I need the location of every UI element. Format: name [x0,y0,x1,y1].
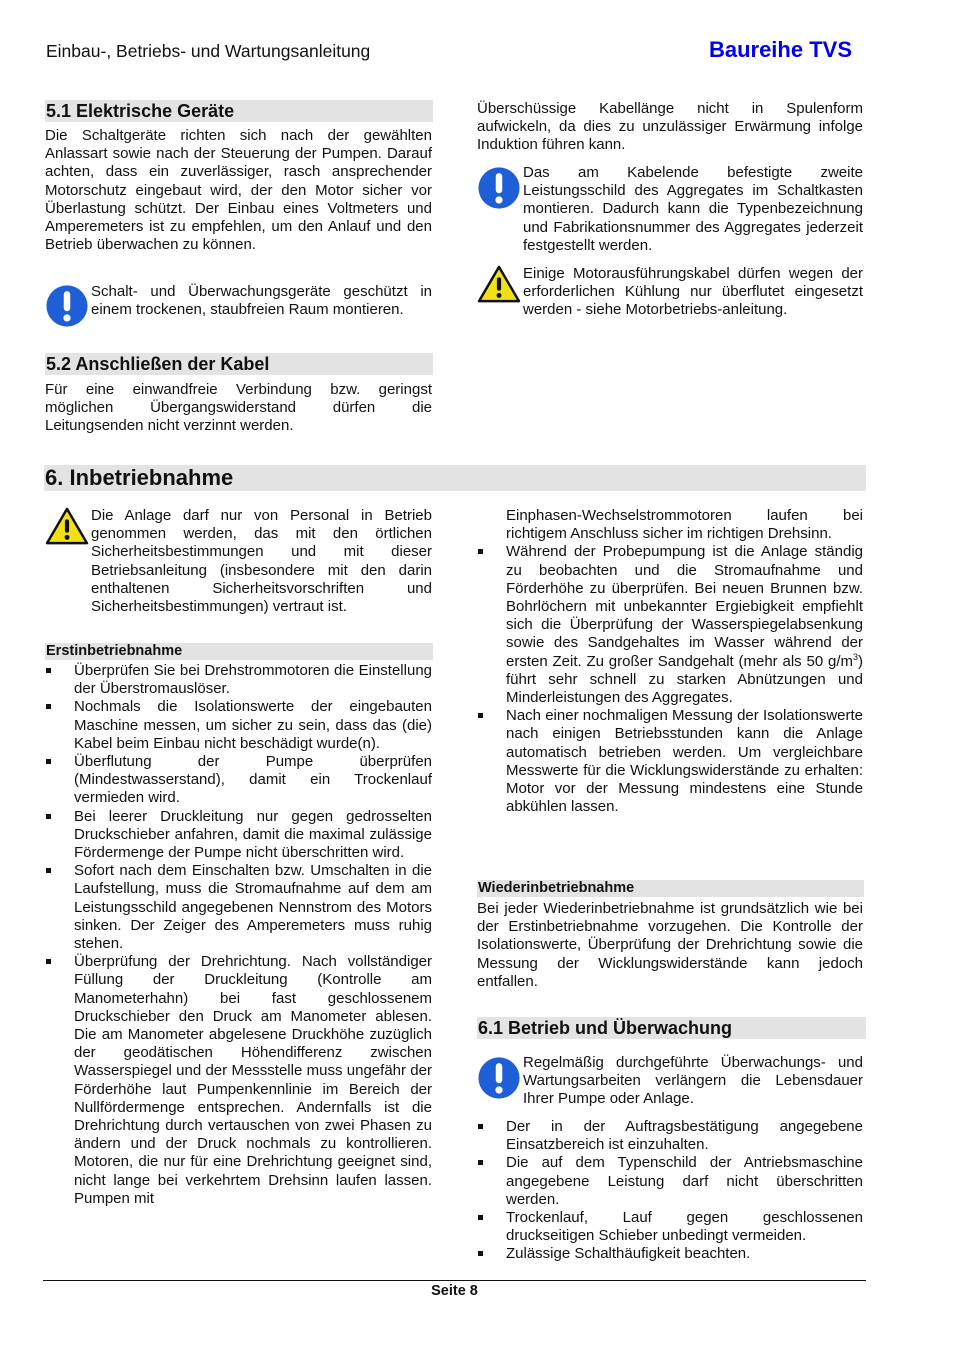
series-title: Baureihe TVS [708,37,852,62]
section-5-1-note [45,283,432,333]
warning-triangle-icon [45,507,91,550]
list-item: Überflutung der Pumpe überprüfen (Mindestwasserstand), damit ein Trockenlauf vermieden wird. [45,753,432,808]
page-number: Seite 8 [431,1283,478,1299]
commissioning-warning [45,507,432,616]
rating-plate-note [477,164,863,255]
list-item: Nochmals die Isolationswerte der eingebauten Maschine messen, um sicher zu sein, dass das (die) Kabel beim Einbau nicht beschädigt wurde(n). [45,698,432,753]
section-5-2-text: Für eine einwandfreie Verbindung bzw. geringst möglichen Übergangswiderstand dürfen die Leitungsenden nicht verzinnt werden. [45,381,432,435]
section-6-1-title: 6.1 Betrieb und Überwachung [477,1017,866,1039]
list-item-continuation: Einphasen-Wechselstrommotoren laufen bei richtigem Anschluss sicher im richtigen Drehsinn. [506,507,863,543]
commissioning-warning-text: Die Anlage darf nur von Personal in Betrieb genommen werden, das mit den örtlichen Sicherheitsbestimmungen und mit dieser Betriebsanleitung (insbesondere mit den darin enthaltenen Sicherheitsvorschriften und Sicherheitsbestimmungen) vertraut ist. [91,507,432,616]
list-item: Nach einer nochmaligen Messung der Isolationswerte nach einigen Betriebsstunden kann die Anlage automatisch betrieben werden. Um vergleichbare Messwerte für die Wicklungswiderstände zu erhalten: Motor vor der Messung mindestens eine Stunde abkühlen lassen. [477,707,863,816]
section-5-1-note-text: Schalt- und Überwachungsgeräte geschützt in einem trockenen, staubfreien Raum montieren. [91,283,432,319]
list-item: Während der Probepumpung ist die Anlage ständig zu beobachten und die Stromaufnahme und Förderhöhe zu überprüfen. Bei neuen Brunnen bzw. Bohrlöchern mit unbekannter Ergiebigkeit empfiehlt sich die Überprüfung der Wasserspiegelabsenkung sowie des Sandgehaltes im Wasser während der ersten Zeit. Zu großer Sandgehalt (mehr als 50 $g/m^3$) führt sehr schnell zu starken Abnützungen und Minderleistungen des Aggregates. [477,543,863,707]
maintenance-note [477,1054,863,1109]
info-exclamation-icon [45,283,91,333]
list-item: Der in der Auftragsbestätigung angegebene Einsatzbereich ist einzuhalten. [477,1118,863,1154]
warning-triangle-icon [477,265,523,308]
rating-plate-note-text: Das am Kabelende befestigte zweite Leistungsschild des Aggregates im Schaltkasten montieren. Dadurch kann die Typenbezeichnung und Fabrikationsnummer des Aggregates jederzeit festgestellt werden. [523,164,863,254]
list-item: Überprüfung der Drehrichtung. Nach vollständiger Füllung der Druckleitung (Kontrolle am Manometerhahn) bei fast geschlossenem Druckschieber den Druck am Manometer ablesen. Die am Manometer abgelesene Druckhöhe zuzüglich der geodätischen Höhendifferenz zwischen Wasserspiegel und der Messstelle muss ungefähr der Förderhöhe laut Pumpenkennlinie im Bereich der Nullfördermenge entsprechen. Andernfalls ist die Drehrichtung durch vertauschen von zwei Phasen zu ändern und der Druck nochmals zu kontrollieren. Motoren, die nur für eine Drehrichtung geeignet sind, nicht lange bei verkehrtem Drehsinn laufen lassen. Pumpen mit [45,953,432,1208]
header-title: Einbau-, Betriebs- und Wartungsanleitung [46,41,371,61]
section-6-title: 6. Inbetriebnahme [44,465,866,491]
info-exclamation-icon [477,164,523,215]
list-item: Überprüfen Sie bei Drehstrommotoren die Einstellung der Überstromauslöser. [45,662,432,698]
erstinbetriebnahme-list [45,662,432,1208]
list-item: Sofort nach dem Einschalten bzw. Umschalten in die Laufstellung, muss die Stromaufnahme auf dem am Leistungsschild angegebenen Nennstrom des Motors sinken. Der Zeiger des Amperemeters muss ruhig stehen. [45,862,432,953]
wiederinbetriebnahme-title: Wiederinbetriebnahme [477,880,864,897]
section-5-2-title: 5.2 Anschließen der Kabel [45,353,433,375]
maintenance-note-text: Regelmäßig durchgeführte Überwachungs- und Wartungsarbeiten verlängern die Lebensdauer Ihrer Pumpe oder Anlage. [523,1054,863,1108]
cable-length-text: Überschüssige Kabellänge nicht in Spulenform aufwickeln, da dies zu unzulässiger Erwärmung infolge Induktion führen kann. [477,100,863,154]
wiederinbetriebnahme-text: Bei jeder Wiederinbetriebnahme ist grundsätzlich wie bei der Erstinbetriebnahme vorzugehen. Die Kontrolle der Isolationswerte, Überprüfung der Drehrichtung sowie die Messung der Wicklungswiderstände kann jedoch entfallen. [477,900,863,990]
list-item: Zulässige Schalthäufigkeit beachten. [477,1245,863,1263]
cable-cooling-warning [477,265,863,320]
info-exclamation-icon [477,1054,523,1105]
cable-cooling-warning-text: Einige Motorausführungskabel dürfen wegen der erforderlichen Kühlung nur überflutet eingesetzt werden - siehe Motorbetriebs-anleitung. [523,265,863,319]
section-5-1-text: Die Schaltgeräte richten sich nach der gewählten Anlassart sowie nach der Steuerung der Pumpen. Darauf achten, dass ein zuverlässiger, rasch ansprechender Motorschutz eingebaut wird, der den Motor sicher vor Überlastung schützt. Der Einbau eines Voltmeters und Amperemeters ist zu empfehlen, um den Anlauf und den Betrieb überwachen zu können. [45,127,432,254]
erstinbetriebnahme-title: Erstinbetriebnahme [45,643,433,660]
footer-rule [43,1280,866,1281]
list-item: Die auf dem Typenschild der Antriebsmaschine angegebene Leistung darf nicht überschritten werden. [477,1154,863,1209]
section-5-1-title: 5.1 Elektrische Geräte [45,100,433,122]
operation-list [477,1118,863,1264]
erstinbetriebnahme-list-continued [477,507,863,816]
list-item: Bei leerer Druckleitung nur gegen gedrosselten Druckschieber anfahren, damit die maximal zulässige Fördermenge der Pumpe nicht überschritten wird. [45,808,432,863]
list-item: Trockenlauf, Lauf gegen geschlossenen druckseitigen Schieber unbedingt vermeiden. [477,1209,863,1245]
